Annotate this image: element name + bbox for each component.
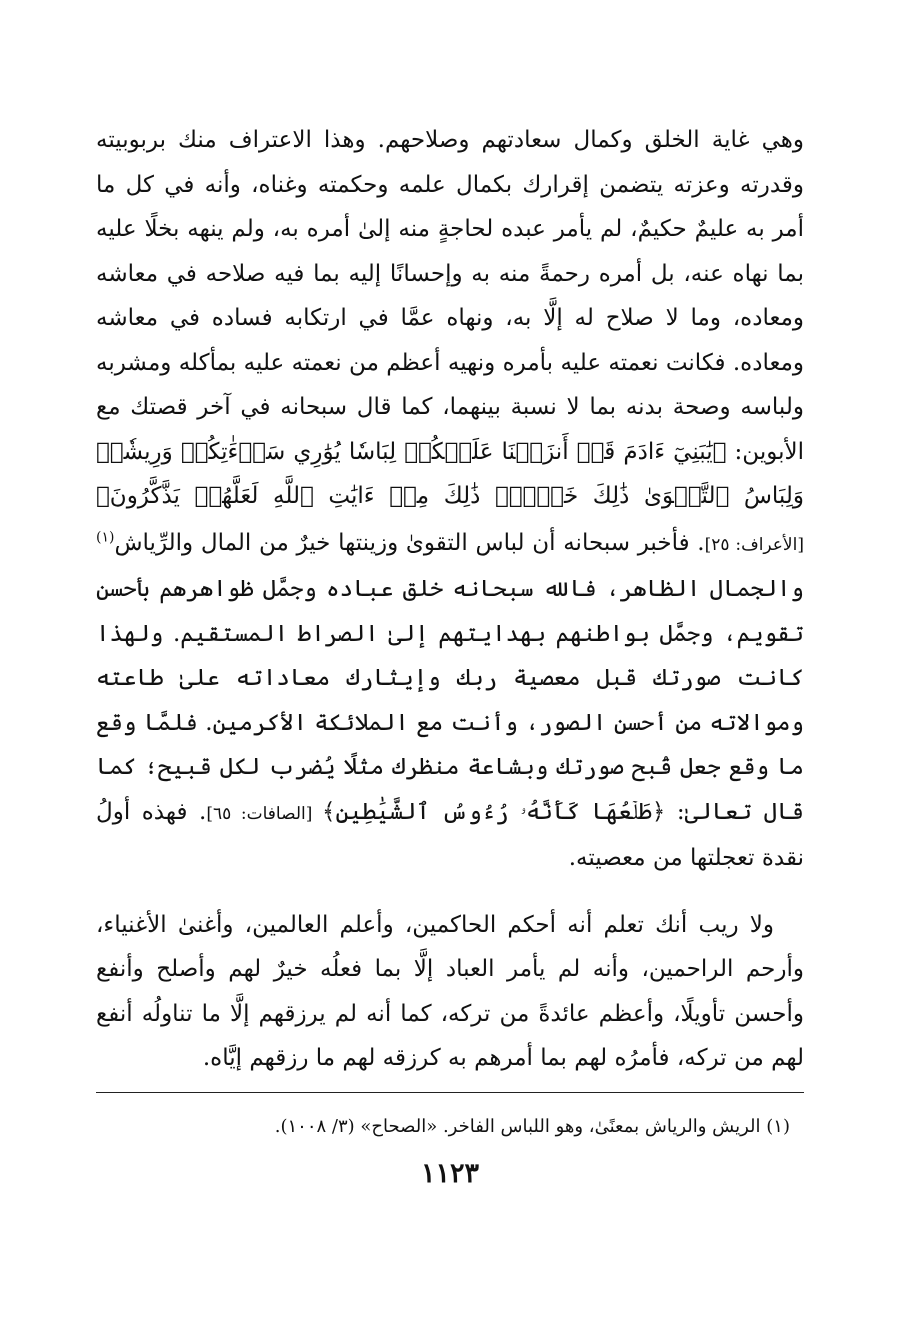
quran-reference: [الأعراف: ٢٥] <box>704 534 804 555</box>
text-run: والجمال الظاهر، فالله سبحانه خلق عباده وجمَّل ظواهرهم بأحسن تقويم، وجمَّل بواطنهم بهدايتهم إلىٰ الصراط المستقيم. ولهذا كانت صورتك قبل معصية ربك وإيثارك معاداته علىٰ طاعته وموالاته من أحسن الصور، وأنت مع الملائكة الأكرمين. فلمَّا وقع ما وقع جعل قُبح صورتك وبشاعة منظرك مثلًا يُضرب لكل قبيح؛ كما قال تعالىٰ: <box>96 576 804 825</box>
footnote-divider <box>96 1092 804 1093</box>
quran-verse: ﴿يَٰبَنِيٓ ءَادَمَ قَدۡ أَنزَلۡنَا عَلَيۡكُمۡ لِبَاسٗا يُوَٰرِي سَوۡءَٰتِكُمۡ وَرِيشٗاۖ وَلِبَاسُ ٱلتَّقۡوَىٰ ذَٰلِكَ خَيۡرٞۚ ذَٰلِكَ مِنۡ ءَايَٰتِ ٱللَّهِ لَعَلَّهُمۡ يَذَّكَّرُونَ﴾ <box>96 438 804 509</box>
quran-reference: [الصافات: ٦٥] <box>206 803 323 824</box>
paragraph-1 <box>96 118 804 881</box>
main-text <box>96 118 804 1081</box>
text-run: ولا ريب أنك تعلم أنه أحكم الحاكمين، وأعلم العالمين، وأغنىٰ الأغنياء، وأرحم الراحمين، وأنه لم يأمر العباد إلَّا بما فعلُه خيرٌ لهم وأصلح وأنفع وأحسن تأويلًا، وأعظم عائدةً من تركه، كما أنه لم يرزقهم إلَّا ما تناولُه أنفع لهم من تركه، فأمرُه لهم بما أمرهم به كرزقه لهم ما رزقهم إيَّاه. <box>96 911 804 1071</box>
text-run: . فهذه أولُ نقدة تعجلتها من معصيته. <box>96 798 804 871</box>
text-run: . فأخبر سبحانه أن لباس التقوىٰ وزينتها خيرٌ من المال والرِّياش <box>114 529 705 556</box>
text-run: وهي غاية الخلق وكمال سعادتهم وصلاحهم. وهذا الاعتراف منك بربوبيته وقدرته وعزته يتضمن إقرارك بكمال علمه وحكمته وغناه، وأنه في كل ما أمر به عليمٌ حكيمٌ، لم يأمر عبده لحاجةٍ منه إلىٰ أمره به، ولم ينهه بخلًا عليه بما نهاه عنه، بل أمره رحمةً منه به وإحسانًا إليه بما فيه صلاحه في معاشه ومعاده، وما لا صلاح له إلَّا به، ونهاه عمَّا في ارتكابه فساده في معاشه ومعاده. فكانت نعمته عليه بأمره ونهيه أعظم من نعمته عليه بمأكله ومشربه ولباسه وصحة بدنه بما لا نسبة بينهما، كما قال سبحانه في آخر قصتك مع الأبوين: <box>96 127 805 465</box>
footnote-marker: (١) <box>96 528 115 545</box>
page-number: ١١٢٣ <box>420 1158 479 1189</box>
footnote: (١) الريش والرياش بمعنًىٰ، وهو اللباس الفاخر. «الصحاح» (٣/ ١٠٠٨). <box>274 1116 790 1137</box>
paragraph-2 <box>96 903 804 1081</box>
quran-verse: ﴿طَلۡعُهَا كَأَنَّهُۥ رُءُوسُ ٱلشَّيَٰطِينِ﴾ <box>322 798 666 825</box>
